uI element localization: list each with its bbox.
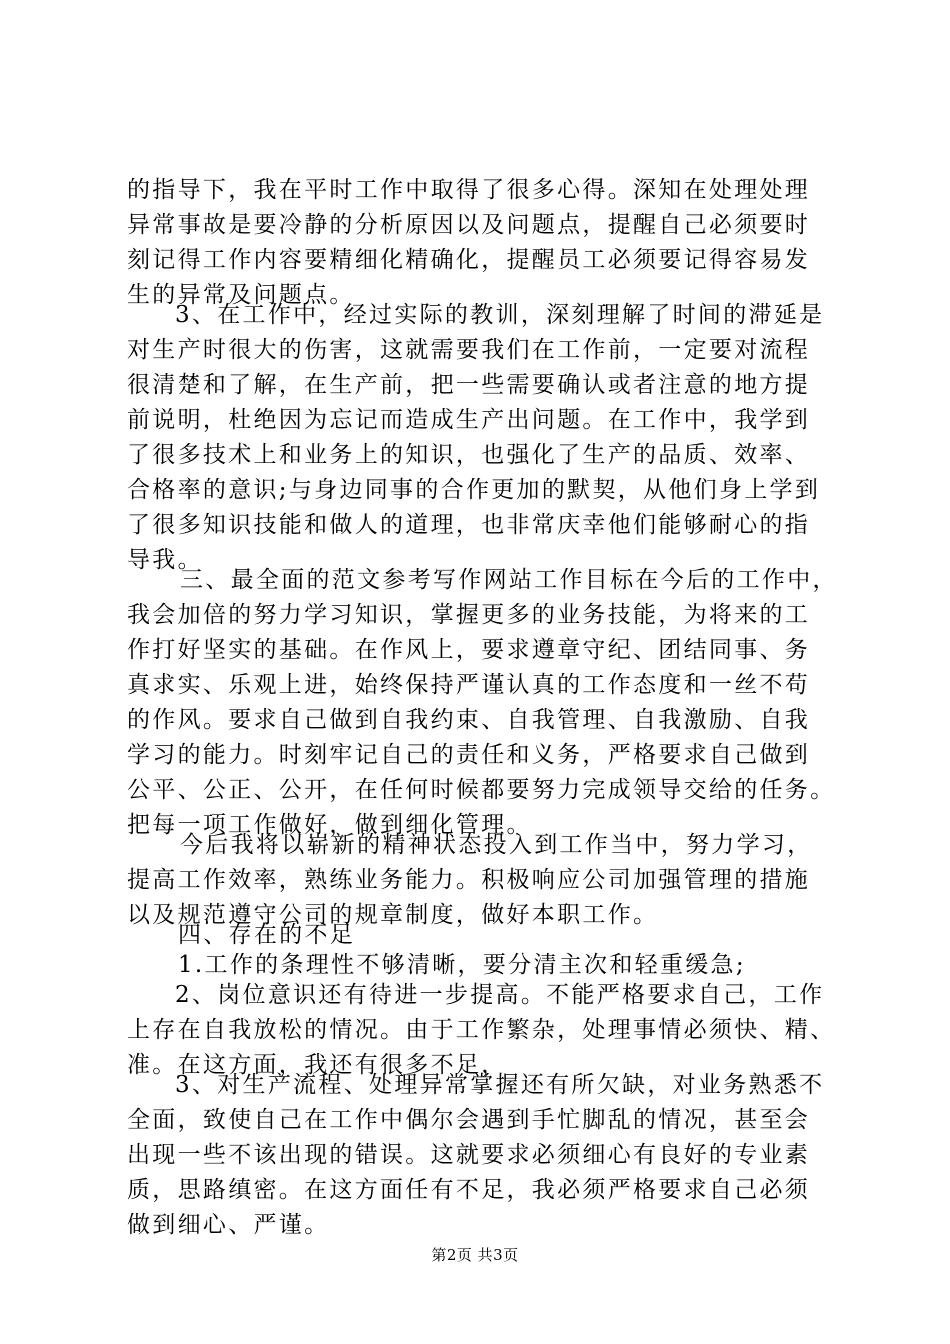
text-line: 生的异常及问题点。 — [127, 282, 355, 308]
text-line: 我会加倍的努力学习知识，掌握更多的业务技能，为将来的工 — [127, 602, 811, 628]
text-line: 3、在工作中，经过实际的教训，深刻理解了时间的滞延是 — [175, 302, 825, 328]
text-line: 四、存在的不足 — [178, 922, 356, 948]
text-line: 准。在这方面，我还有很多不足， — [127, 1052, 507, 1078]
text-line: 3、对生产流程、处理异常掌握还有所欠缺，对业务熟悉不 — [175, 1072, 825, 1098]
text-line: 全面，致使自己在工作中偶尔会遇到手忙脚乱的情况，甚至会 — [127, 1107, 811, 1133]
text-line: 把每一项工作做好，做到细化管理。 — [127, 812, 532, 838]
text-line: 很清楚和了解，在生产前，把一些需要确认或者注意的地方提 — [127, 372, 811, 398]
text-line: 学习的能力。时刻牢记自己的责任和义务，严格要求自己做到 — [127, 742, 811, 768]
text-line: 导我。 — [127, 547, 203, 573]
text-line: 的指导下，我在平时工作中取得了很多心得。深知在处理处理 — [127, 177, 811, 203]
text-line: 合格率的意识;与身边同事的合作更加的默契，从他们身上学到 — [127, 477, 821, 503]
page-number-footer: 第2页 共3页 — [431, 1246, 519, 1264]
text-line: 三、最全面的范文参考写作网站工作目标在今后的工作中， — [180, 567, 838, 593]
text-line: 对生产时很大的伤害，这就需要我们在工作前，一定要对流程 — [127, 337, 811, 363]
text-line: 以及规范遵守公司的规章制度，做好本职工作。 — [127, 902, 659, 928]
text-line: 做到细心、严谨。 — [127, 1212, 330, 1238]
text-line: 前说明，杜绝因为忘记而造成生产出问题。在工作中，我学到 — [127, 407, 811, 433]
text-line: 了很多知识技能和做人的道理，也非常庆幸他们能够耐心的指 — [127, 512, 811, 538]
text-line: 公平、公正、公开，在任何时候都要努力完成领导交给的任务。 — [127, 777, 836, 803]
text-line: 1.工作的条理性不够清晰，要分清主次和轻重缓急; — [178, 952, 746, 978]
text-line: 了很多技术上和业务上的知识，也强化了生产的品质、效率、 — [127, 442, 811, 468]
text-line: 出现一些不该出现的错误。这就要求必须细心有良好的专业素 — [127, 1142, 811, 1168]
text-line: 上存在自我放松的情况。由于工作繁杂，处理事情必须快、精、 — [127, 1017, 836, 1043]
text-line: 刻记得工作内容要精细化精确化，提醒员工必须要记得容易发 — [127, 247, 811, 273]
text-line: 2、岗位意识还有待进一步提高。不能严格要求自己，工作 — [175, 982, 825, 1008]
text-line: 异常事故是要冷静的分析原因以及问题点，提醒自己必须要时 — [127, 212, 811, 238]
text-line: 今后我将以崭新的精神状态投入到工作当中，努力学习， — [180, 832, 813, 858]
text-line: 的作风。要求自己做到自我约束、自我管理、自我激励、自我 — [127, 707, 811, 733]
text-line: 真求实、乐观上进，始终保持严谨认真的工作态度和一丝不苟 — [127, 672, 811, 698]
text-line: 作打好坚实的基础。在作风上，要求遵章守纪、团结同事、务 — [127, 637, 811, 663]
text-line: 质，思路缜密。在这方面任有不足，我必须严格要求自己必须 — [127, 1177, 811, 1203]
text-line: 提高工作效率，熟练业务能力。积极响应公司加强管理的措施 — [127, 867, 811, 893]
